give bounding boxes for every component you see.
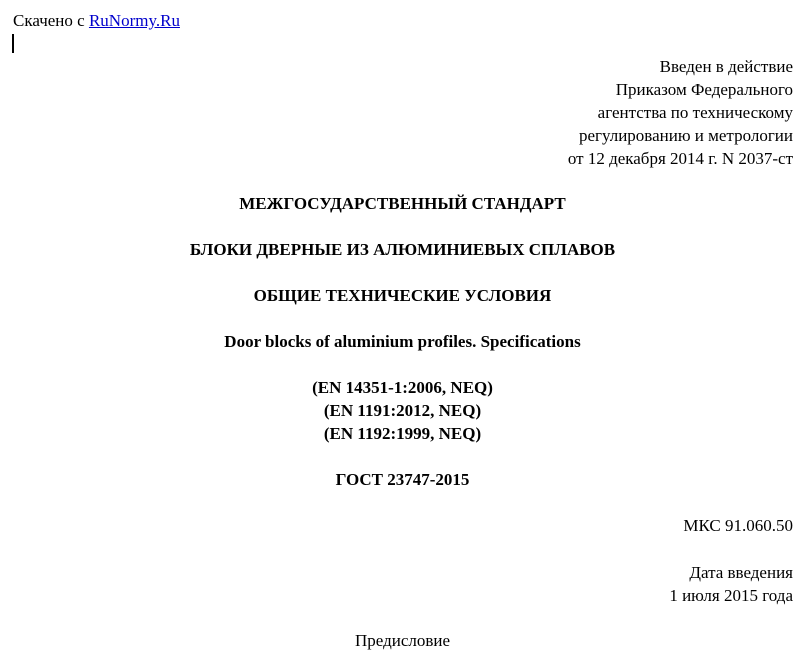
approval-line: Приказом Федерального: [615, 80, 793, 99]
approval-line: Введен в действие: [659, 57, 793, 76]
standard-title: БЛОКИ ДВЕРНЫЕ ИЗ АЛЮМИНИЕВЫХ СПЛАВОВ: [189, 240, 616, 259]
source-line: [13, 9, 180, 32]
text-cursor: [12, 34, 14, 53]
approval-line: агентства по техническому: [597, 103, 793, 122]
intro-date-label: Дата введения: [689, 563, 793, 582]
reference-3: (EN 1192:1999, NEQ): [323, 424, 482, 443]
source-prefix: Скачено с: [13, 11, 85, 30]
gost-code: ГОСТ 23747-2015: [335, 470, 470, 489]
reference-1: (EN 14351-1:2006, NEQ): [312, 378, 493, 397]
source-link[interactable]: RuNormy.Ru: [88, 11, 180, 30]
standard-type: МЕЖГОСУДАРСТВЕННЫЙ СТАНДАРТ: [239, 194, 566, 213]
english-title: Door blocks of aluminium profiles. Specifications: [224, 332, 581, 351]
approval-line: от 12 декабря 2014 г. N 2037-ст: [567, 149, 793, 168]
standard-subtitle: ОБЩИЕ ТЕХНИЧЕСКИЕ УСЛОВИЯ: [253, 286, 552, 305]
approval-line: регулированию и метрологии: [578, 126, 793, 145]
mks-code: МКС 91.060.50: [683, 516, 793, 535]
approval-block: [568, 55, 793, 170]
intro-date-value: 1 июля 2015 года: [669, 586, 793, 605]
preface-heading: Предисловие: [354, 631, 451, 650]
reference-2: (EN 1191:2012, NEQ): [323, 401, 482, 420]
